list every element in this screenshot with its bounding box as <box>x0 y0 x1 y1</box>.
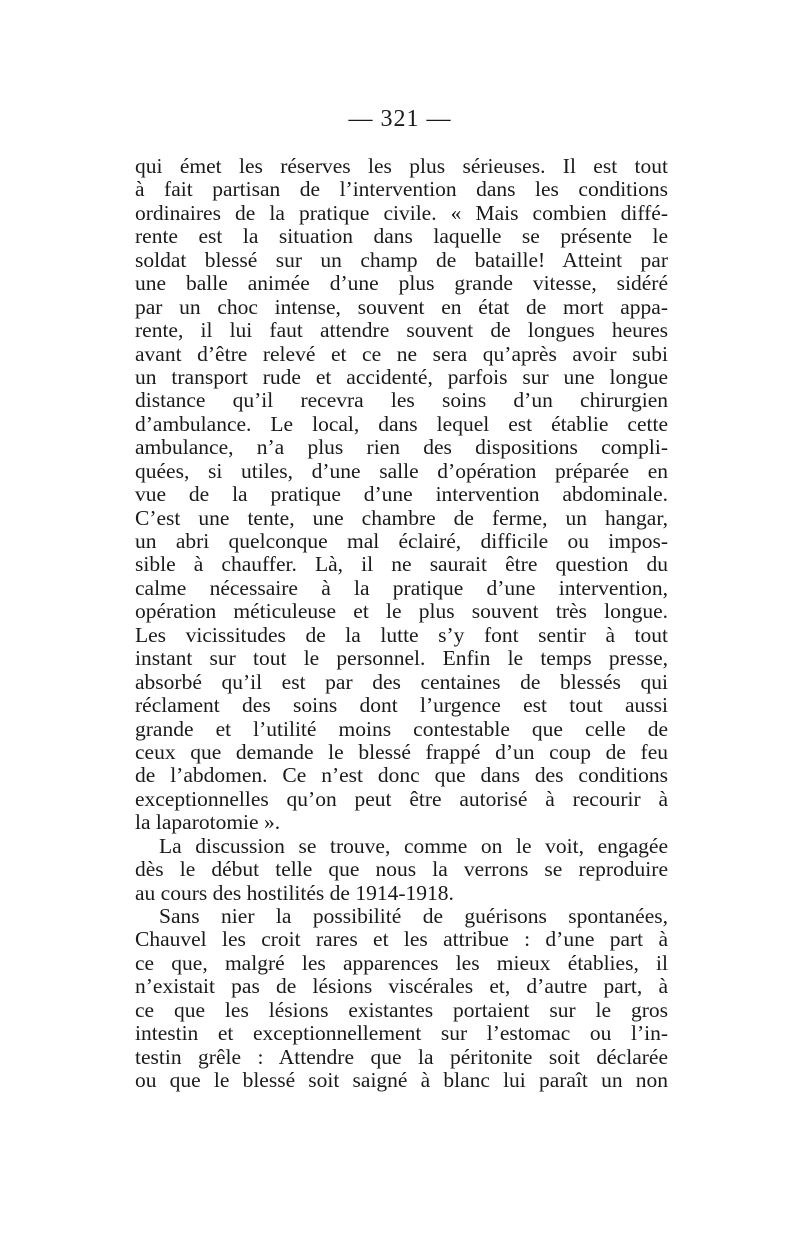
text-line: instant sur tout le personnel. Enfin le temps presse, <box>135 646 668 671</box>
text-line: de l’abdomen. Ce n’est donc que dans des conditions <box>135 763 668 788</box>
text-line: un transport rude et accidenté, parfois sur une longue <box>135 364 668 389</box>
text-line: ceux que demande le blessé frappé d’un coup de feu <box>135 739 668 764</box>
text-line: intestin et exceptionnellement sur l’estomac ou l’in- <box>135 1021 668 1046</box>
text-line: rente, il lui faut attendre souvent de longues heures <box>135 318 668 343</box>
text-line: ce que, malgré les apparences les mieux établies, il <box>135 950 668 975</box>
text-line: calme nécessaire à la pratique d’une intervention, <box>135 575 668 600</box>
text-line: dès le début telle que nous la verrons se reproduire <box>135 857 668 882</box>
text-line: C’est une tente, une chambre de ferme, un hangar, <box>135 505 668 530</box>
text-line: à fait partisan de l’intervention dans les conditions <box>135 177 668 202</box>
text-line: Sans nier la possibilité de guérisons spontanées, <box>159 904 668 928</box>
text-line: absorbé qu’il est par des centaines de blessés qui <box>135 669 668 694</box>
text-line: qui émet les réserves les plus sérieuses. Il est tout <box>135 154 668 178</box>
text-line: ou que le blessé soit saigné à blanc lui paraît un non <box>135 1068 668 1093</box>
text-line: quées, si utiles, d’une salle d’opération préparée en <box>135 458 668 483</box>
text-line: n’existait pas de lésions viscérales et, d’autre part, à <box>135 974 668 999</box>
text-line: par un choc intense, souvent en état de mort appa- <box>135 294 668 319</box>
text-line: grande et l’utilité moins contestable que celle de <box>135 716 668 741</box>
text-line: réclament des soins dont l’urgence est tout aussi <box>135 693 668 718</box>
text-line: Chauvel les croit rares et les attribue : d’une part à <box>135 927 668 952</box>
text-line: exceptionnelles qu’on peut être autorisé à recourir à <box>135 786 668 811</box>
text-line: opération méticuleuse et le plus souvent très longue. <box>135 599 668 624</box>
text-line: Les vicissitudes de la lutte s’y font sentir à tout <box>135 622 668 647</box>
text-line: rente est la situation dans laquelle se présente le <box>135 224 668 249</box>
text-line: ordinaires de la pratique civile. « Mais combien diffé- <box>135 200 668 225</box>
text-line: une balle animée d’une plus grande vitesse, sidéré <box>135 271 668 296</box>
text-line: sible à chauffer. Là, il ne saurait être question du <box>135 552 668 577</box>
text-line: la laparotomie ». <box>135 810 281 835</box>
page-number: — 321 — <box>348 106 452 132</box>
text-line: soldat blessé sur un champ de bataille! Atteint par <box>135 247 668 272</box>
text-line: avant d’être relevé et ce ne sera qu’après avoir subi <box>135 341 668 366</box>
text-line: ce que les lésions existantes portaient sur le gros <box>135 997 668 1022</box>
text-line: testin grêle : Attendre que la péritonite soit déclarée <box>135 1044 668 1069</box>
text-line: un abri quelconque mal éclairé, difficile ou impos- <box>135 529 668 553</box>
text-line: d’ambulance. Le local, dans lequel est établie cette <box>135 411 668 436</box>
text-line: distance qu’il recevra les soins d’un chirurgien <box>135 388 668 413</box>
text-line: ambulance, n’a plus rien des dispositions compli- <box>135 435 668 460</box>
text-line: au cours des hostilités de 1914-1918. <box>135 880 454 905</box>
text-line: La discussion se trouve, comme on le voit, engagée <box>159 833 668 858</box>
body-text <box>135 155 668 1093</box>
text-line: vue de la pratique d’une intervention abdominale. <box>135 482 668 507</box>
